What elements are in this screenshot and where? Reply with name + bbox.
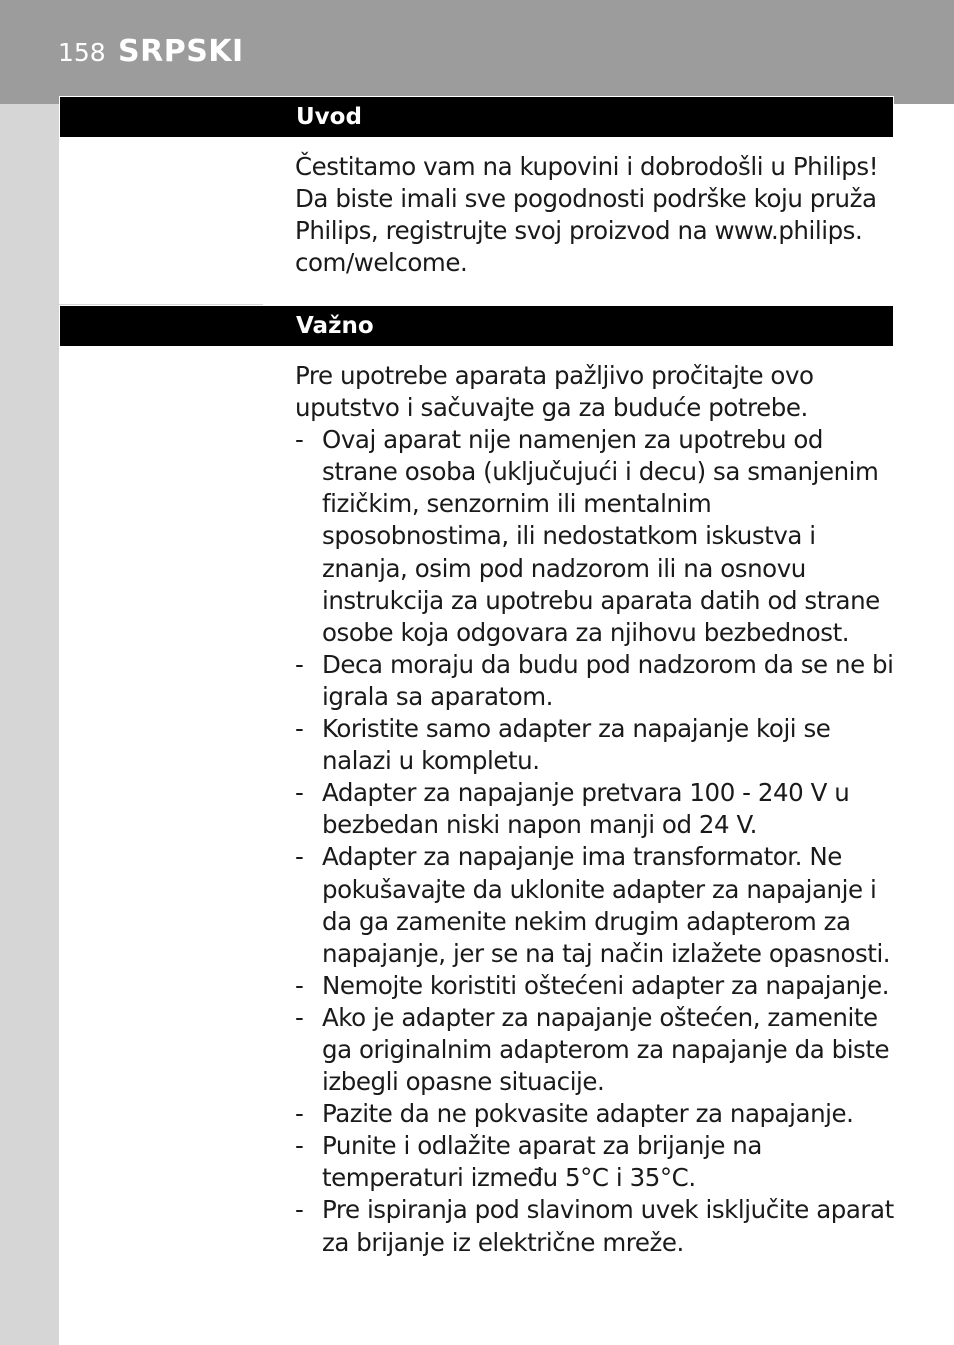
left-white-panel: [59, 138, 263, 304]
list-item-text: Ako je adapter za napajanje oštećen, zamenite ga originalnim adapterom za napajanje da biste izbegli opasne situacije.: [322, 1002, 890, 1097]
list-item: [295, 424, 905, 649]
section-heading-bar-uvod: [59, 96, 894, 138]
list-item-text: Pre ispiranja pod slavinom uvek isključite aparat za brijanje iz električne mreže.: [322, 1195, 894, 1257]
safety-list: [295, 424, 905, 1258]
list-item: [295, 1194, 905, 1258]
list-item-text: Adapter za napajanje pretvara 100 - 240 V u bezbedan niski napon manji od 24 V.: [322, 778, 850, 840]
section-title-vazno: Važno: [296, 313, 374, 339]
list-dash: -: [295, 1002, 304, 1032]
list-item-text: Pazite da ne pokvasite adapter za napajanje.: [322, 1099, 854, 1129]
language-title: SRPSKI: [118, 34, 244, 69]
list-dash: -: [295, 1195, 304, 1225]
list-item-text: Deca moraju da budu pod nadzorom da se ne bi igrala sa aparatom.: [322, 649, 894, 711]
list-dash: -: [295, 714, 304, 744]
list-item: [295, 1098, 905, 1130]
list-item: [295, 777, 905, 841]
section-body-vazno: [295, 360, 905, 1259]
list-dash: -: [295, 778, 304, 808]
list-dash: -: [295, 425, 304, 455]
list-dash: -: [295, 842, 304, 872]
list-item: [295, 970, 905, 1002]
list-item-text: Ovaj aparat nije namenjen za upotrebu od strane osoba (uključujući i decu) sa smanjenim fizičkim, senzornim ili mentalnim sposobnostima, ili nedostatkom iskustva i znanja, osim pod nadzorom ili na osnovu instrukcija za upotrebu aparata datih od strane osobe koja odgovara za njihovu bezbednost.: [322, 425, 880, 647]
list-item-text: Adapter za napajanje ima transformator. Ne pokušavajte da uklonite adapter za napajanje i da ga zamenite nekim drugim adapterom za napajanje, jer se na taj način izlažete opasnosti.: [322, 842, 891, 968]
section-heading-bar-vazno: [59, 305, 894, 347]
list-item-text: Koristite samo adapter za napajanje koji se nalazi u kompletu.: [322, 714, 831, 776]
list-dash: -: [295, 1099, 304, 1129]
page-number: 158: [58, 38, 106, 67]
section-title-uvod: Uvod: [296, 104, 362, 130]
list-item: [295, 1130, 905, 1194]
section-body-uvod: [295, 151, 905, 279]
list-item: [295, 841, 905, 969]
important-intro-paragraph: Pre upotrebe aparata pažljivo pročitajte ovo uputstvo i sačuvajte ga za buduće potrebe.: [295, 361, 814, 423]
list-item: [295, 1002, 905, 1098]
list-item-text: Punite i odlažite aparat za brijanje na temperaturi između 5°C i 35°C.: [322, 1131, 762, 1193]
intro-paragraph: Čestitamo vam na kupovini i dobrodošli u Philips! Da biste imali sve pogodnosti podrške koju pruža Philips, registrujte svoj proizvod na www.philips. com/welcome.: [295, 152, 879, 278]
list-dash: -: [295, 970, 304, 1000]
list-dash: -: [295, 1131, 304, 1161]
list-dash: -: [295, 649, 304, 679]
left-white-panel: [59, 347, 263, 1345]
list-item-text: Nemojte koristiti oštećeni adapter za napajanje.: [322, 970, 890, 1000]
list-item: [295, 649, 905, 713]
list-item: [295, 713, 905, 777]
